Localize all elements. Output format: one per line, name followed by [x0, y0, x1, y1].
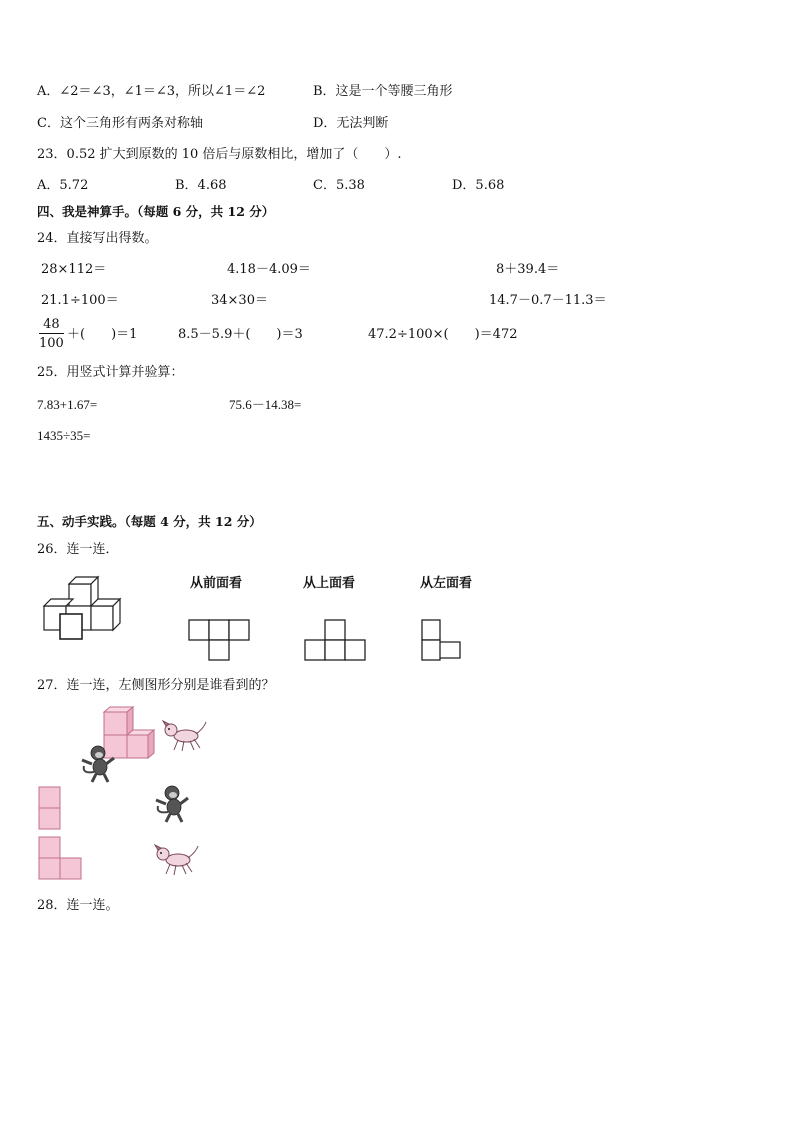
q26-view-inverted-t [304, 618, 368, 662]
q22-option-d: D．无法判断 [313, 116, 389, 131]
q25-item-2: 75.6－14.38= [229, 397, 302, 412]
monkey-icon [78, 744, 118, 784]
q24-expr-3: 8＋39.4＝ [496, 262, 560, 277]
cube-right [91, 606, 113, 630]
cube-top-front [69, 584, 91, 606]
fraction-numerator: 48 [39, 318, 64, 334]
q26-label-front: 从前面看 [190, 576, 243, 591]
q27-view-l-shape [38, 836, 84, 880]
q24-expr-1: 28×112＝ [41, 262, 107, 277]
q22-option-c: C．这个三角形有两条对称轴 [37, 116, 203, 131]
q27-view-vertical [38, 786, 62, 830]
fraction-denominator: 100 [39, 336, 64, 351]
q24-expr-6: 14.7－0.7－11.3＝ [489, 293, 607, 308]
q26-label-left: 从左面看 [420, 576, 473, 591]
q24-expr-5: 34×30＝ [211, 293, 268, 308]
q23-stem: 23．0.52 扩大到原数的 10 倍后与原数相比，增加了（ ）. [37, 147, 402, 162]
monkey-icon [152, 784, 192, 824]
q22-option-b: B．这是一个等腰三角形 [313, 84, 453, 99]
q28-stem: 28．连一连。 [37, 898, 119, 913]
dog-icon [152, 842, 200, 878]
q24-expr-8: 8.5－5.9＋( )＝3 [178, 327, 303, 342]
section-5-title: 五、动手实践。（每题 4 分，共 12 分） [37, 514, 262, 529]
q24-expr-9: 47.2÷100×( )＝472 [368, 327, 518, 342]
q24-expr-4: 21.1÷100＝ [41, 293, 119, 308]
q23-option-b: B．4.68 [175, 178, 227, 193]
q26-label-top: 从上面看 [303, 576, 356, 591]
q27-stem: 27．连一连，左侧图形分别是谁看到的？ [37, 678, 275, 693]
q25-stem: 25．用竖式计算并验算： [37, 365, 184, 380]
q24-fraction [39, 318, 64, 350]
q23-option-a: A．5.72 [37, 178, 89, 193]
q26-stem: 26．连一连． [37, 542, 119, 557]
q24-expr-7-tail: ＋( )＝1 [67, 327, 138, 342]
q25-item-3: 1435÷35= [37, 428, 91, 443]
q26-view-t-shape [188, 618, 252, 662]
q26-view-side [420, 618, 466, 662]
q23-option-c: C．5.38 [313, 178, 365, 193]
q24-expr-2: 4.18－4.09＝ [227, 262, 311, 277]
section-4-title: 四、我是神算手。（每题 6 分，共 12 分） [37, 204, 275, 219]
q24-stem: 24．直接写出得数。 [37, 231, 158, 246]
cube-front [60, 614, 82, 639]
q26-cube-stack-figure [40, 574, 130, 644]
q22-option-a: A．∠2＝∠3，∠1＝∠3，所以∠1＝∠2 [37, 84, 266, 99]
q23-option-d: D．5.68 [452, 178, 505, 193]
q25-item-1: 7.83+1.67= [37, 397, 98, 412]
dog-icon [160, 718, 208, 754]
